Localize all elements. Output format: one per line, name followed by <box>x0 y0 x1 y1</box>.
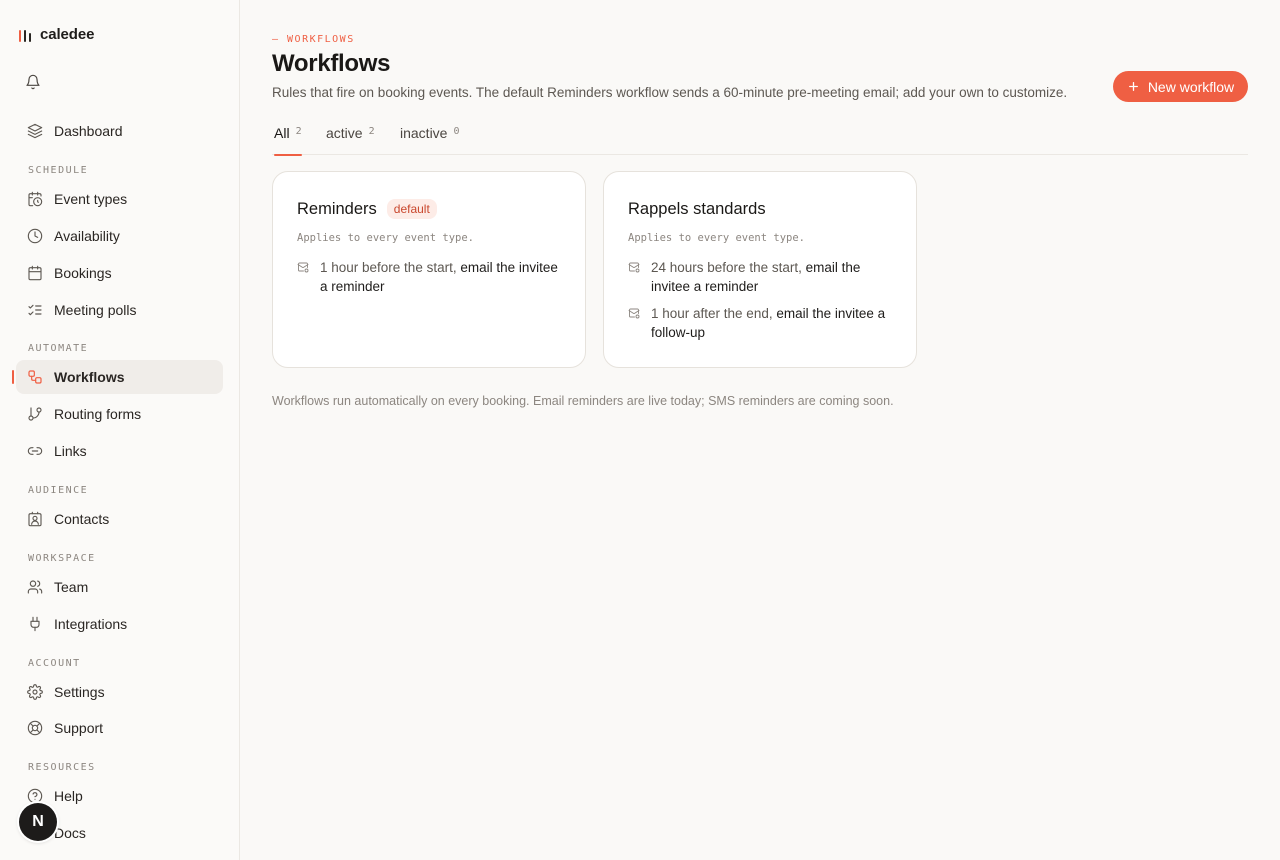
help-circle-icon <box>27 788 43 804</box>
section-label-resources: RESOURCES <box>28 762 96 773</box>
sidebar-item-workflows[interactable] <box>16 360 223 394</box>
sidebar-item-label: Settings <box>54 684 105 700</box>
calendar-icon <box>27 265 43 281</box>
workflow-icon <box>27 369 43 385</box>
sidebar-item-label: Contacts <box>54 511 110 527</box>
brand-logo[interactable] <box>19 26 94 43</box>
sidebar-item-contacts[interactable] <box>16 502 223 536</box>
sidebar-item-label: Routing forms <box>54 406 142 422</box>
rule-timing: 24 hours before the start, <box>651 260 806 275</box>
tab-count: 2 <box>295 126 302 137</box>
sidebar-item-links[interactable] <box>16 434 223 468</box>
gear-icon <box>27 684 43 700</box>
git-branch-icon <box>27 406 43 422</box>
sidebar-item-settings[interactable] <box>16 675 223 709</box>
sidebar-item-label: Team <box>54 579 89 595</box>
plus-icon <box>1127 80 1140 93</box>
page-description: Rules that fire on booking events. The default Reminders workflow sends a 60-minute pre-meeting email; add your own to customize. <box>272 85 1068 100</box>
rule-action: email the invitee a follow-up <box>651 306 886 340</box>
sidebar-item-meeting-polls[interactable] <box>16 293 223 327</box>
workflow-card-reminders[interactable] <box>272 171 586 368</box>
calendar-clock-icon <box>27 191 43 207</box>
workflow-title: Rappels standards <box>628 199 766 218</box>
users-icon <box>27 579 43 595</box>
section-label-audience: AUDIENCE <box>28 485 89 496</box>
clock-icon <box>27 228 43 244</box>
sidebar <box>0 0 240 860</box>
workflow-title: Reminders <box>297 199 377 218</box>
workflow-scope: Applies to every event type. <box>297 232 475 244</box>
footer-note: Workflows run automatically on every booking. Email reminders are live today; SMS reminders are coming soon. <box>272 394 894 408</box>
sidebar-item-label: Workflows <box>54 369 125 385</box>
tab-all[interactable] <box>274 125 302 155</box>
tab-count: 0 <box>453 126 460 137</box>
tab-inactive[interactable] <box>400 125 460 155</box>
workflow-card-rappels-standards[interactable] <box>603 171 917 368</box>
brand-mark-icon <box>19 28 31 42</box>
new-workflow-button[interactable] <box>1113 71 1248 102</box>
sidebar-item-label: Meeting polls <box>54 302 137 318</box>
section-label-workspace: WORKSPACE <box>28 553 96 564</box>
sidebar-item-integrations[interactable] <box>16 607 223 641</box>
sidebar-item-routing-forms[interactable] <box>16 397 223 431</box>
section-label-schedule: SCHEDULE <box>28 165 89 176</box>
workflow-rule <box>628 258 892 296</box>
mail-clock-icon <box>628 261 640 273</box>
sidebar-item-event-types[interactable] <box>16 182 223 216</box>
workflow-rule <box>628 304 892 342</box>
sidebar-item-label: Links <box>54 443 87 459</box>
section-label-automate: AUTOMATE <box>28 343 89 354</box>
contact-icon <box>27 511 43 527</box>
sidebar-item-dashboard[interactable] <box>16 114 223 148</box>
rule-action: email the invitee a reminder <box>320 260 558 294</box>
plug-icon <box>27 616 43 632</box>
status-tabs <box>272 125 1248 155</box>
sidebar-item-bookings[interactable] <box>16 256 223 290</box>
tab-active[interactable] <box>326 125 375 155</box>
sidebar-item-label: Integrations <box>54 616 128 632</box>
sidebar-item-team[interactable] <box>16 570 223 604</box>
brand-name: caledee <box>40 26 95 43</box>
sidebar-item-support[interactable] <box>16 711 223 745</box>
link-icon <box>27 443 43 459</box>
life-buoy-icon <box>27 720 43 736</box>
section-label-account: ACCOUNT <box>28 658 81 669</box>
sidebar-item-label: Help <box>54 788 83 804</box>
default-badge: default <box>387 199 437 219</box>
rule-timing: 1 hour before the start, <box>320 260 461 275</box>
sidebar-item-label: Event types <box>54 191 128 207</box>
notifications-bell-icon[interactable] <box>24 73 42 91</box>
sidebar-item-label: Availability <box>54 228 120 244</box>
workflow-rule <box>297 258 561 296</box>
page-eyebrow: — WORKFLOWS <box>272 34 355 45</box>
mail-clock-icon <box>297 261 309 273</box>
tab-label: active <box>326 125 363 141</box>
workflow-scope: Applies to every event type. <box>628 232 806 244</box>
tab-label: inactive <box>400 125 448 141</box>
tab-count: 2 <box>368 126 375 137</box>
list-checks-icon <box>27 302 43 318</box>
tab-label: All <box>274 125 290 141</box>
sidebar-item-label: Bookings <box>54 265 112 281</box>
rule-action: email the invitee a reminder <box>651 260 861 294</box>
mail-clock-icon <box>628 307 640 319</box>
layers-icon <box>27 123 43 139</box>
rule-timing: 1 hour after the end, <box>651 306 777 321</box>
sidebar-item-label: Dashboard <box>54 123 123 139</box>
user-avatar[interactable]: N <box>19 803 57 841</box>
sidebar-item-label: Docs <box>54 825 86 841</box>
sidebar-item-availability[interactable] <box>16 219 223 253</box>
page-title: Workflows <box>272 50 391 77</box>
new-workflow-label: New workflow <box>1147 78 1235 95</box>
sidebar-item-label: Support <box>54 720 104 736</box>
